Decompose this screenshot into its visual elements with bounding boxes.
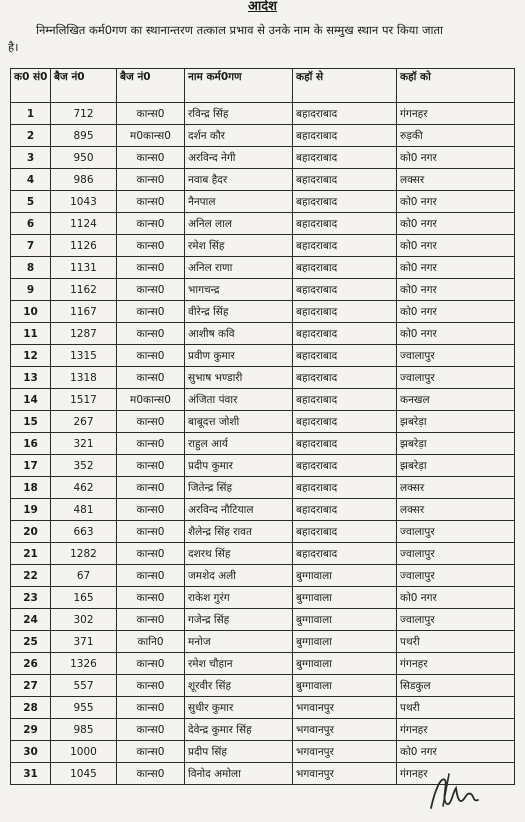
cell-employee-name: शूरवीर सिंह: [185, 675, 293, 697]
cell-to-location: गंगनहर: [397, 719, 515, 741]
cell-employee-name: जितेन्द्र सिंह: [185, 477, 293, 499]
cell-rank: कान्स0: [117, 411, 185, 433]
cell-to-location: पथरी: [397, 697, 515, 719]
cell-employee-name: गजेन्द्र सिंह: [185, 609, 293, 631]
cell-serial: 20: [11, 521, 51, 543]
cell-employee-name: सुधीर कुमार: [185, 697, 293, 719]
cell-employee-name: प्रवीण कुमार: [185, 345, 293, 367]
cell-serial: 15: [11, 411, 51, 433]
cell-badge-no: 267: [51, 411, 117, 433]
cell-to-location: लक्सर: [397, 477, 515, 499]
cell-from-location: बहादराबाद: [293, 323, 397, 345]
cell-employee-name: आशीष कवि: [185, 323, 293, 345]
table-header-row: [11, 69, 515, 103]
cell-serial: 18: [11, 477, 51, 499]
cell-rank: कान्स0: [117, 433, 185, 455]
cell-rank: म0कान्स0: [117, 125, 185, 147]
cell-employee-name: नवाब हैदर: [185, 169, 293, 191]
cell-badge-no: 1131: [51, 257, 117, 279]
cell-from-location: बुग्गावाला: [293, 587, 397, 609]
cell-badge-no: 663: [51, 521, 117, 543]
cell-employee-name: अंजिता पंवार: [185, 389, 293, 411]
cell-to-location: रुड़की: [397, 125, 515, 147]
cell-rank: कान्स0: [117, 235, 185, 257]
header-serial: क0 सं0: [11, 69, 51, 103]
cell-rank: कान्स0: [117, 279, 185, 301]
cell-employee-name: देवेन्द्र कुमार सिंह: [185, 719, 293, 741]
cell-from-location: बुग्गावाला: [293, 653, 397, 675]
cell-to-location: गंगनहर: [397, 653, 515, 675]
table-row: [11, 521, 515, 543]
cell-rank: कान्स0: [117, 367, 185, 389]
cell-from-location: बहादराबाद: [293, 103, 397, 125]
cell-employee-name: शैलेन्द्र सिंह रावत: [185, 521, 293, 543]
cell-from-location: भगवानपुर: [293, 741, 397, 763]
cell-to-location: ज्वालापुर: [397, 543, 515, 565]
cell-from-location: बहादराबाद: [293, 455, 397, 477]
cell-badge-no: 481: [51, 499, 117, 521]
cell-to-location: सिडकुल: [397, 675, 515, 697]
cell-rank: कान्स0: [117, 719, 185, 741]
cell-serial: 16: [11, 433, 51, 455]
cell-from-location: बहादराबाद: [293, 499, 397, 521]
table-row: [11, 477, 515, 499]
cell-serial: 13: [11, 367, 51, 389]
cell-serial: 3: [11, 147, 51, 169]
table-row: [11, 587, 515, 609]
cell-from-location: बहादराबाद: [293, 235, 397, 257]
cell-from-location: बहादराबाद: [293, 477, 397, 499]
cell-to-location: झबरेड़ा: [397, 433, 515, 455]
cell-rank: कान्स0: [117, 543, 185, 565]
cell-badge-no: 1162: [51, 279, 117, 301]
table-row: [11, 279, 515, 301]
table-row: [11, 125, 515, 147]
table-row: [11, 719, 515, 741]
cell-from-location: बुग्गावाला: [293, 675, 397, 697]
cell-rank: कान्स0: [117, 565, 185, 587]
cell-to-location: को0 नगर: [397, 279, 515, 301]
cell-badge-no: 1282: [51, 543, 117, 565]
cell-rank: कान्स0: [117, 191, 185, 213]
cell-from-location: बहादराबाद: [293, 411, 397, 433]
table-row: [11, 565, 515, 587]
table-row: [11, 345, 515, 367]
cell-to-location: को0 नगर: [397, 301, 515, 323]
cell-to-location: को0 नगर: [397, 147, 515, 169]
intro-paragraph: [8, 22, 515, 56]
cell-rank: कान्स0: [117, 103, 185, 125]
cell-to-location: को0 नगर: [397, 323, 515, 345]
cell-serial: 10: [11, 301, 51, 323]
cell-employee-name: प्रदीप सिंह: [185, 741, 293, 763]
table-row: [11, 741, 515, 763]
header-badge-no: बैज नं0: [51, 69, 117, 103]
cell-badge-no: 462: [51, 477, 117, 499]
transfer-table: [10, 68, 515, 785]
cell-rank: कान्स0: [117, 147, 185, 169]
cell-rank: म0कान्स0: [117, 389, 185, 411]
table-row: [11, 675, 515, 697]
table-row: [11, 389, 515, 411]
cell-employee-name: बाबूदत्त जोशी: [185, 411, 293, 433]
cell-badge-no: 895: [51, 125, 117, 147]
cell-serial: 5: [11, 191, 51, 213]
cell-to-location: को0 नगर: [397, 191, 515, 213]
cell-serial: 8: [11, 257, 51, 279]
cell-rank: कान्स0: [117, 609, 185, 631]
cell-to-location: को0 नगर: [397, 235, 515, 257]
cell-to-location: कनखल: [397, 389, 515, 411]
cell-badge-no: 371: [51, 631, 117, 653]
header-from: कहॉ से: [293, 69, 397, 103]
cell-rank: कान्स0: [117, 323, 185, 345]
cell-to-location: ज्वालापुर: [397, 367, 515, 389]
cell-employee-name: दर्शन कौर: [185, 125, 293, 147]
cell-rank: कानि0: [117, 631, 185, 653]
cell-badge-no: 321: [51, 433, 117, 455]
cell-rank: कान्स0: [117, 741, 185, 763]
header-rank: बैज नं0: [117, 69, 185, 103]
cell-employee-name: भागचन्द्र: [185, 279, 293, 301]
cell-badge-no: 1043: [51, 191, 117, 213]
cell-to-location: को0 नगर: [397, 587, 515, 609]
table-row: [11, 147, 515, 169]
cell-employee-name: राहुल आर्य: [185, 433, 293, 455]
cell-serial: 21: [11, 543, 51, 565]
table-row: [11, 301, 515, 323]
cell-employee-name: रमेश सिंह: [185, 235, 293, 257]
cell-to-location: को0 नगर: [397, 741, 515, 763]
cell-rank: कान्स0: [117, 477, 185, 499]
cell-from-location: बुग्गावाला: [293, 609, 397, 631]
table-row: [11, 367, 515, 389]
cell-employee-name: वीरेन्द्र सिंह: [185, 301, 293, 323]
cell-serial: 28: [11, 697, 51, 719]
table-row: [11, 411, 515, 433]
cell-serial: 17: [11, 455, 51, 477]
cell-rank: कान्स0: [117, 499, 185, 521]
cell-rank: कान्स0: [117, 257, 185, 279]
cell-rank: कान्स0: [117, 455, 185, 477]
cell-from-location: भगवानपुर: [293, 697, 397, 719]
cell-to-location: ज्वालापुर: [397, 521, 515, 543]
cell-to-location: झबरेड़ा: [397, 455, 515, 477]
cell-to-location: ज्वालापुर: [397, 565, 515, 587]
cell-from-location: बहादराबाद: [293, 543, 397, 565]
cell-to-location: गंगनहर: [397, 103, 515, 125]
cell-badge-no: 1318: [51, 367, 117, 389]
cell-from-location: बहादराबाद: [293, 213, 397, 235]
cell-serial: 12: [11, 345, 51, 367]
cell-badge-no: 1126: [51, 235, 117, 257]
cell-rank: कान्स0: [117, 345, 185, 367]
cell-from-location: बहादराबाद: [293, 521, 397, 543]
cell-from-location: बुग्गावाला: [293, 631, 397, 653]
cell-to-location: ज्वालापुर: [397, 345, 515, 367]
cell-serial: 29: [11, 719, 51, 741]
order-heading: आदेश: [247, 0, 278, 14]
cell-badge-no: 165: [51, 587, 117, 609]
cell-badge-no: 712: [51, 103, 117, 125]
cell-rank: कान्स0: [117, 521, 185, 543]
cell-from-location: बुग्गावाला: [293, 565, 397, 587]
cell-badge-no: 986: [51, 169, 117, 191]
table-row: [11, 433, 515, 455]
cell-badge-no: 1045: [51, 763, 117, 785]
cell-employee-name: रमेश चौहान: [185, 653, 293, 675]
table-row: [11, 323, 515, 345]
cell-badge-no: 1167: [51, 301, 117, 323]
table-row: [11, 235, 515, 257]
table-row: [11, 455, 515, 477]
cell-to-location: को0 नगर: [397, 257, 515, 279]
cell-serial: 24: [11, 609, 51, 631]
cell-to-location: लक्सर: [397, 169, 515, 191]
cell-from-location: बहादराबाद: [293, 257, 397, 279]
cell-employee-name: विनोद अमोला: [185, 763, 293, 785]
cell-from-location: बहादराबाद: [293, 301, 397, 323]
cell-badge-no: 985: [51, 719, 117, 741]
cell-serial: 7: [11, 235, 51, 257]
cell-employee-name: जमशेद अली: [185, 565, 293, 587]
cell-badge-no: 955: [51, 697, 117, 719]
cell-serial: 22: [11, 565, 51, 587]
cell-badge-no: 352: [51, 455, 117, 477]
cell-employee-name: अरविन्द नौटियाल: [185, 499, 293, 521]
cell-to-location: गंगनहर: [397, 763, 515, 785]
cell-serial: 19: [11, 499, 51, 521]
cell-to-location: लक्सर: [397, 499, 515, 521]
cell-employee-name: सुभाष भण्डारी: [185, 367, 293, 389]
cell-employee-name: रविन्द्र सिंह: [185, 103, 293, 125]
cell-rank: कान्स0: [117, 675, 185, 697]
cell-from-location: बहादराबाद: [293, 191, 397, 213]
cell-employee-name: राकेश गुरंग: [185, 587, 293, 609]
table-row: [11, 257, 515, 279]
cell-from-location: बहादराबाद: [293, 279, 397, 301]
cell-rank: कान्स0: [117, 169, 185, 191]
cell-serial: 31: [11, 763, 51, 785]
cell-rank: कान्स0: [117, 301, 185, 323]
table-row: [11, 631, 515, 653]
cell-from-location: बहादराबाद: [293, 169, 397, 191]
cell-badge-no: 950: [51, 147, 117, 169]
cell-from-location: बहादराबाद: [293, 367, 397, 389]
cell-employee-name: अनिल राणा: [185, 257, 293, 279]
cell-serial: 25: [11, 631, 51, 653]
cell-rank: कान्स0: [117, 213, 185, 235]
cell-employee-name: नैनपाल: [185, 191, 293, 213]
cell-badge-no: 1000: [51, 741, 117, 763]
cell-badge-no: 557: [51, 675, 117, 697]
cell-serial: 9: [11, 279, 51, 301]
table-row: [11, 697, 515, 719]
header-to: कहॉ को: [397, 69, 515, 103]
cell-badge-no: 302: [51, 609, 117, 631]
cell-serial: 27: [11, 675, 51, 697]
intro-line-1: निम्नलिखित कर्म0गण का स्थानान्तरण तत्काल प्रभाव से उनके नाम के सम्मुख स्थान पर किया जाता: [36, 23, 443, 37]
table-row: [11, 169, 515, 191]
cell-badge-no: 67: [51, 565, 117, 587]
cell-serial: 6: [11, 213, 51, 235]
cell-employee-name: दशरथ सिंह: [185, 543, 293, 565]
table-row: [11, 191, 515, 213]
cell-rank: कान्स0: [117, 653, 185, 675]
cell-from-location: बहादराबाद: [293, 345, 397, 367]
cell-from-location: बहादराबाद: [293, 389, 397, 411]
signature: [423, 770, 483, 814]
table-row: [11, 213, 515, 235]
cell-badge-no: 1517: [51, 389, 117, 411]
cell-to-location: झबरेड़ा: [397, 411, 515, 433]
cell-from-location: बहादराबाद: [293, 125, 397, 147]
cell-from-location: बहादराबाद: [293, 433, 397, 455]
cell-badge-no: 1287: [51, 323, 117, 345]
cell-badge-no: 1124: [51, 213, 117, 235]
cell-employee-name: मनोज: [185, 631, 293, 653]
table-row: [11, 653, 515, 675]
cell-serial: 26: [11, 653, 51, 675]
cell-from-location: भगवानपुर: [293, 763, 397, 785]
table-row: [11, 499, 515, 521]
cell-rank: कान्स0: [117, 697, 185, 719]
cell-serial: 2: [11, 125, 51, 147]
cell-to-location: को0 नगर: [397, 213, 515, 235]
cell-employee-name: प्रदीप कुमार: [185, 455, 293, 477]
cell-serial: 23: [11, 587, 51, 609]
cell-from-location: भगवानपुर: [293, 719, 397, 741]
cell-serial: 4: [11, 169, 51, 191]
cell-employee-name: अनिल लाल: [185, 213, 293, 235]
cell-employee-name: अरविन्द नेगी: [185, 147, 293, 169]
cell-rank: कान्स0: [117, 763, 185, 785]
cell-rank: कान्स0: [117, 587, 185, 609]
header-name: नाम कर्म0गण: [185, 69, 293, 103]
cell-serial: 30: [11, 741, 51, 763]
intro-line-2: है।: [8, 40, 19, 54]
table-body: [11, 103, 515, 785]
cell-badge-no: 1315: [51, 345, 117, 367]
table-row: [11, 103, 515, 125]
cell-to-location: ज्वालापुर: [397, 609, 515, 631]
cell-serial: 11: [11, 323, 51, 345]
cell-from-location: बहादराबाद: [293, 147, 397, 169]
table-row: [11, 543, 515, 565]
cell-badge-no: 1326: [51, 653, 117, 675]
cell-to-location: पथरी: [397, 631, 515, 653]
cell-serial: 14: [11, 389, 51, 411]
cell-serial: 1: [11, 103, 51, 125]
table-row: [11, 609, 515, 631]
